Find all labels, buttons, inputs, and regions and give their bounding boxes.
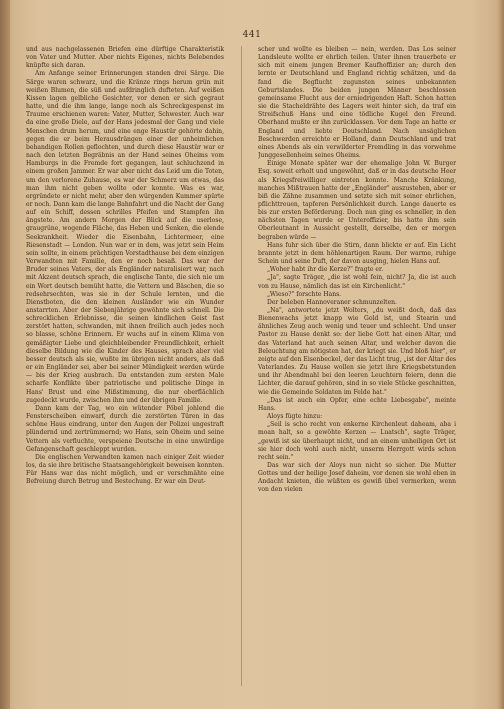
paragraph: „Ja", sagte Träger, „die ist wohl fein, nicht? Ja, die ist auch von zu Hause, nämlich das ist ein Kirchenlicht." bbox=[258, 274, 456, 290]
paragraph: „Das ist auch ein Opfer, eine echte Liebesgabe", meinte Hans. bbox=[258, 396, 456, 412]
paragraph: und aus nachgelassenen Briefen eine dürftige Charakteristik von Vater und Mutter. Aber nichts Eigenes, nichts Belebendes knüpfte sich daran. bbox=[26, 46, 224, 70]
paragraph: Einige Monate später war der ehemalige John W. Burger Esq. soweit erholt und ungewöhnt, daß er in das deutsche Heer als Kriegsfreiwilliger eintreten konnte. Manche Kränkung, manches Mißtrauen hatte der „Engländer" auszustehen, aber er biß die Zähne zusammen und setzte sich mit seiner ehrlichen, pflichttreuen, tapferen Persönlichkeit durch. Lange dauerte es bis zur ersten Beförderung. Doch nun ging es schneller, in den nächsten Tagen wurde er Unteroffizier, bis hatte ihm sein Oberleutnant in Aussicht gestellt, derselbe, den er morgen begraben würde — bbox=[258, 160, 456, 241]
paragraph: Die englischen Verwandten kamen nach einiger Zeit wieder los, da sie ihre britische Staatsangehörigkeit beweisen konnten. Für Hans war das nicht möglich, und er verschmähte eine Befreiung durch Betrug und Bestechung. Er war ein Deut- bbox=[26, 453, 224, 486]
book-spine-shadow bbox=[0, 0, 10, 709]
paragraph: Aloys fügte hinzu: bbox=[267, 413, 323, 421]
right-text-column bbox=[258, 46, 456, 686]
column-divider bbox=[241, 46, 242, 686]
left-text-column bbox=[26, 46, 224, 686]
paragraph: Das war sich der Aloys nun nicht so sicher. Die Mutter Gottes und der heilige Josef daheim, vor denen sie wohl eben in Andacht knieten, die wüßten es gewiß übel vermerken, wenn von den vielen bbox=[258, 461, 456, 494]
paragraph: „Seil is scho recht von enkerne Kirchenleut daheam, aba i moan halt, so a gewöhte Kerzen — Luatsch", sagte Träger, „gewiß ist sie überhaupt nicht, und an einem unheiligen Ort ist sie hier doch wohl auch nicht, unserm Herrgott wirds schon recht sein." bbox=[258, 421, 456, 461]
paragraph: „Woher habt ihr die Kerze?" fragte er. bbox=[267, 266, 384, 274]
page-edge-shadow bbox=[499, 0, 504, 709]
paragraph: Hans fuhr sich über die Stirn, dann blickte er auf. Ein Licht brannte jetzt in dem höhlenartigen Raum. Der warme, ruhige Schein und seine Duft, der davon ausging, hielen Hans auf. bbox=[258, 241, 456, 266]
paragraph: Der beleben Hannoveraner schmunzelten. bbox=[267, 298, 397, 306]
paragraph: „Wieso?" forschte Hans. bbox=[267, 290, 342, 298]
paragraph: Dann kam der Tag, wo ein wütender Pöbel johlend die Fensterscheiben einwarf, durch die zerstörten Türen in das schöne Haus eindrang, unter den Augen der Polizei ungestraft plündernd und zertrümmernd; wo Hans, sein Oheim und seine Vettern als verfluchte, verspeiene Deutsche in eine unwürdige Gefangenschaft geschleppt wurden. bbox=[26, 404, 224, 453]
paragraph: scher und wollte es bleiben — nein, werden. Das Los seiner Landsleute wollte er ehrlich teilen. Unter ihnen trauerbete er sich mit einem jungen Bremer Kaufhoffizier an; durch den lernte er Deutschland und England richtig schätzen, und da fand die Begflucht zugunsten seines unbekannten Geburtslandes. Die beiden jungen Männer beschlossen gemeinsame Flucht aus der erniedrigenden Haft. Schon hatten sie die Stacheldrähte des Lagers weit hinter sich, da traf ein Streifschuß Hans und eine tödliche Kugel den Freund. Oberhand mußte er ihn zurücklassen. Vor dem Tage an hatte er England und liebte Deutschland. Nach unsäglichen Beschwerden erreichte er Holland, dann Deutschland und trat eines Abends als ein verwilderter Fremdling in das vorwehme Junggesellenheim seines Oheims. bbox=[258, 46, 456, 160]
page-number: 441 bbox=[242, 30, 262, 40]
paragraph: Am Anfange seiner Erinnerungen standen drei Särge. Die Särge waren schwarz, und die Kränze rings herum grün mit weißen Blumen, die süß und aufdringlich dufteten. Auf weißen Kissen lagen gelbliche Gesichter, vor denen er sich gegraut hatte, und die ihm lange, lange noch als Schreckgespenst im Traume erschienen waren: Vater, Mutter, Schwester. Auch war da eine große Diele, auf der Hans jedesmal der Gang und viele Menschen drum herum, und eine enge Haustür gehörte dahin, gegen die er beim Herausdrängen einer der unheimlichen behandigen Rollen geflochten, und durch diese Haustür war er nach den letzten Begräbnis an der Hand seines Oheims vom Hamburgs in die Fremde fort gegangen, laut schluchzend in einem großen Jammer. Er war aber nicht das Leid um die Toten, um den verlorene Zuhause, es war der Schmerz um etwas, das man ihm nicht geben wollte oder konnte. Was es war, ergründete er nicht mehr, aber den würgenden Kummer spürte er noch. Dann kam die lange Bahnfahrt und die Nacht der Gang auf ein Schiff, dessen schrilles Pfeifen und Stampfen ihn ängstete. Am andern Morgen der Blick auf die userlose, graugrüne, wogende Fläche, das Heben und Senken, die elende Seekrankheit. Wieder die Eisenbahn, Lichtermeer, eine Riesenstadt — London. Nun war er in dem, was jetzt sein Heim sein sollte, in einem prächtigen Vorstadthause bei dem einzigen Verwandten mit Familie, den er noch besaß. Das war der Bruder seines Vaters, der als Engländer naturalisiert war, nach mit Akzent deutsch sprach, die englische Tante, die sich nie um ein Wort deutsch bemüht hatte, die Vettern und Bäschen, die so redsehrsechten, was sie in der Schule lernten, und die Dienstboten, die den kleinen Ausländer wie ein Wunder anstarrten. Aber der Siebenjährige gewöhnte sich schnell. Die schrecklichen Erlebnisse, die seinen kindlichen Geist fast zerstört hatten, schwanden, mit ihnen freilich auch jedes noch so blasse, schöne Erinnern. Er wuchs auf in einem Klima von gemäßigter Liebe und gleichbleibender Freundlichkeit, erhielt dieselbe Bildung wie die Kinder des Hauses, sprach aber viel besser deutsch als sie, wußte im übrigen nicht anders, als daß er ein Engländer sei, aber bei seiner Mündigkeit werden würde — bis der Krieg ausbrach. Da entstanden zum ersten Male scharfe Konflikte über patriotische und politische Dinge in Hans' Brust und eine Mißstimmung, die nur oberflächlich zugedeckt wurde, zwischen ihm und der übrigen Familie. bbox=[26, 70, 224, 404]
paragraph: „Na", antwortete jetzt Wolters, „du weißt doch, daß das Bienenwachs jetzt knapp wie Gold ist, und Stearin und ähnliches Zeug auch wenig und teuer und schlecht. Und unser Pastor zu Hause denkt so: der liebe Gott hat einen Altar, und das Vaterland hat auch seinen Altar, und welcher davon die Beleuchtung am nötigsten hat, der kriegt sie. Und bloß hier", er zeigte auf den Eisenbeckel, der das Licht trug, „ist der Altar des Vaterlandes. Zu Hause wollen sie jetzt ihre Kriegsbetstunden und ihr Abendmahl bei den leeren Leuchtern feiern, denn die Lichter, die darauf gehören, sind in so viele Stücke geschnitten, wie die Gemeinde Soldaten im Felde hat." bbox=[258, 307, 456, 396]
